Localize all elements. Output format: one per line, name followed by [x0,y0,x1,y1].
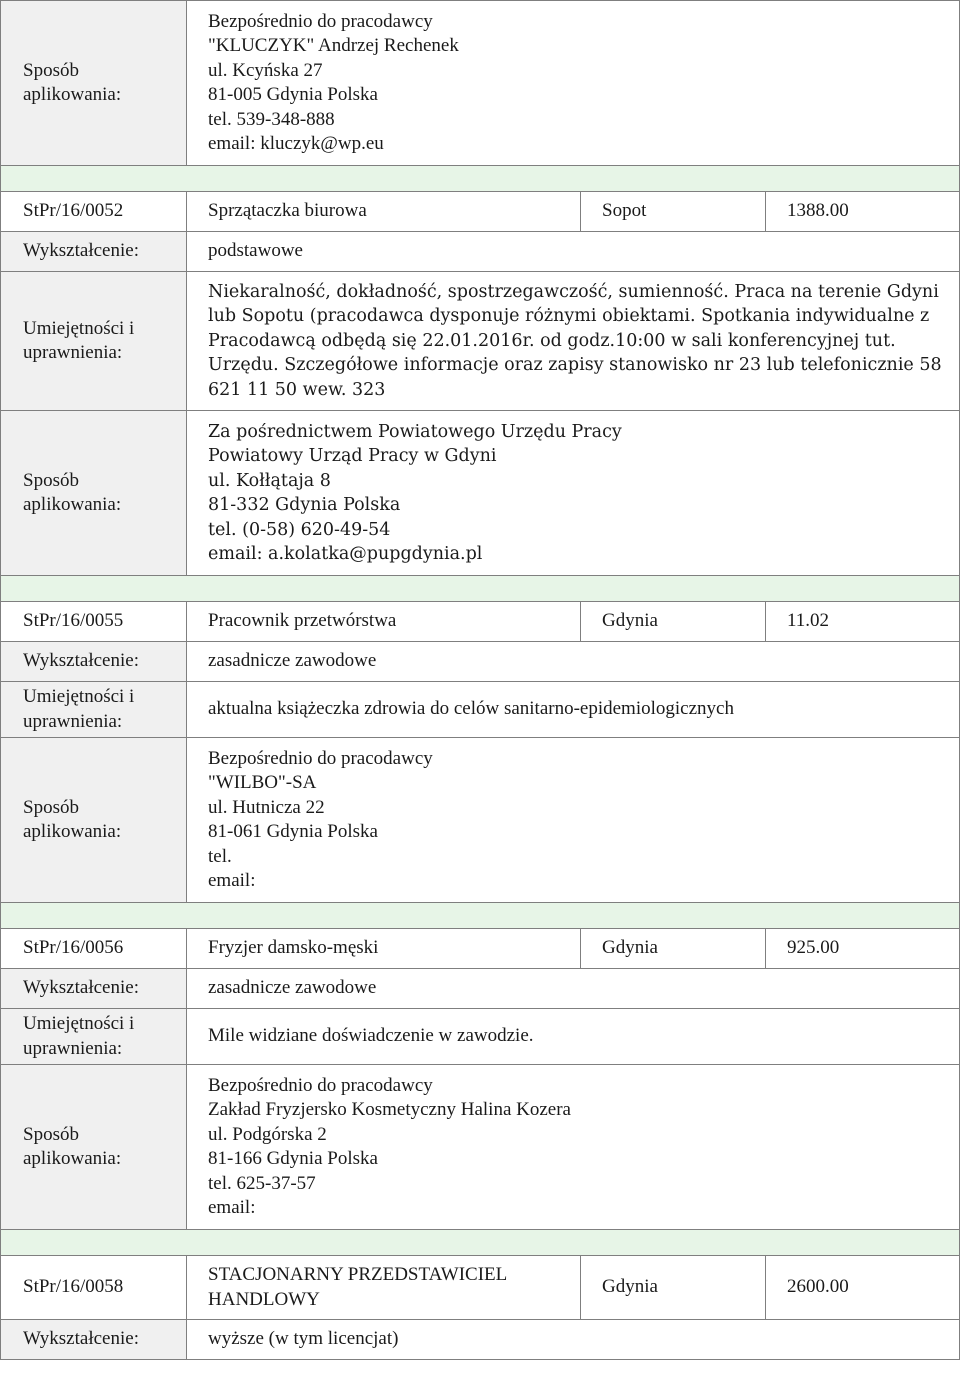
offer-header-row [1,929,960,969]
education-label: Wykształcenie: [1,969,187,1009]
apply-line: "KLUCZYK" Andrzej Rechenek [208,35,459,56]
education-label: Wykształcenie: [1,1320,187,1360]
separator-row [1,1230,960,1256]
skills-value: Mile widziane doświadczenie w zawodzie. [187,1009,960,1065]
offer-salary: 2600.00 [766,1256,960,1320]
apply-label: Sposób aplikowania: [1,1065,187,1230]
skills-row [1,272,960,411]
skills-value: Niekaralność, dokładność, spostrzegawczość, sumienność. Praca na terenie Gdyni lub Sopotu (pracodawca dysponuje różnymi obiektami. Spotkania indywidualne z Pracodawcą odbędą się 22.01.2016r. od godz.10:00 w sali konferencyjnej tut. Urzędu. Szczegółowe informacje oraz zapisy stanowisko nr 23 lub telefonicznie 58 621 11 50 wew. 323 [187,272,960,411]
offer-code: StPr/16/0056 [1,929,187,969]
apply-line: 81-005 Gdynia Polska [208,84,378,105]
skills-row [1,682,960,738]
offer-header-row [1,602,960,642]
apply-line: ul. Kcyńska 27 [208,59,323,81]
separator-row [1,903,960,929]
apply-row [1,411,960,576]
apply-label: Sposób aplikowania: [1,1,187,166]
offer-city: Gdynia [581,1256,766,1320]
apply-row [1,1,960,166]
education-row [1,232,960,272]
apply-email: email: [208,870,256,891]
apply-line: Bezpośrednio do pracodawcy [208,10,433,32]
apply-line: Zakład Fryzjersko Kosmetyczny Halina Kozera [208,1099,571,1120]
apply-line: ul. Podgórska 2 [208,1123,327,1145]
apply-line: tel. 625-37-57 [208,1172,316,1194]
offer-header-row [1,1256,960,1320]
offer-salary: 1388.00 [766,192,960,232]
apply-label: Sposób aplikowania: [1,738,187,903]
separator-row [1,576,960,602]
apply-row [1,1065,960,1230]
apply-line: Bezpośrednio do pracodawcy [208,1074,433,1096]
education-value: zasadnicze zawodowe [187,642,960,682]
apply-email: email: [208,1197,256,1218]
education-label: Wykształcenie: [1,642,187,682]
apply-line: 81-061 Gdynia Polska [208,821,378,842]
education-row [1,642,960,682]
apply-line: ul. Kołłątaja 8 [208,470,331,491]
apply-email: email: kluczyk@wp.eu [208,133,384,154]
apply-line: Za pośrednictwem Powiatowego Urzędu Pracy [208,421,622,442]
apply-line: ul. Hutnicza 22 [208,796,325,818]
education-row [1,1320,960,1360]
offer-salary: 925.00 [766,929,960,969]
apply-label: Sposób aplikowania: [1,411,187,576]
apply-line: tel. 539-348-888 [208,108,335,130]
apply-details [187,1065,960,1230]
apply-details [187,738,960,903]
skills-label: Umiejętności i uprawnienia: [1,682,187,738]
apply-details [187,1,960,166]
apply-line: 81-332 Gdynia Polska [208,495,401,515]
apply-line: "WILBO"-SA [208,772,317,793]
education-value: wyższe (w tym licencjat) [187,1320,960,1360]
apply-line: 81-166 Gdynia Polska [208,1148,378,1169]
offer-title: Sprzątaczka biurowa [187,192,581,232]
apply-line: Powiatowy Urząd Pracy w Gdyni [208,446,497,466]
offer-salary: 11.02 [766,602,960,642]
apply-row [1,738,960,903]
apply-line: tel. (0-58) 620-49-54 [208,519,391,540]
education-value: zasadnicze zawodowe [187,969,960,1009]
apply-details [187,411,960,576]
skills-value: aktualna książeczka zdrowia do celów sanitarno-epidemiologicznych [187,682,960,738]
apply-line: tel. [208,845,232,867]
offer-title: STACJONARNY PRZEDSTAWICIEL HANDLOWY [187,1256,581,1320]
offer-code: StPr/16/0055 [1,602,187,642]
offer-header-row [1,192,960,232]
offer-title: Fryzjer damsko-męski [187,929,581,969]
offer-city: Gdynia [581,929,766,969]
education-value: podstawowe [187,232,960,272]
offer-city: Gdynia [581,602,766,642]
apply-email: email: a.kolatka@pupgdynia.pl [208,544,483,564]
separator-row [1,166,960,192]
offer-code: StPr/16/0058 [1,1256,187,1320]
skills-row [1,1009,960,1065]
skills-label: Umiejętności i uprawnienia: [1,272,187,411]
education-label: Wykształcenie: [1,232,187,272]
apply-line: Bezpośrednio do pracodawcy [208,747,433,769]
skills-label: Umiejętności i uprawnienia: [1,1009,187,1065]
offer-title: Pracownik przetwórstwa [187,602,581,642]
education-row [1,969,960,1009]
offer-code: StPr/16/0052 [1,192,187,232]
offer-city: Sopot [581,192,766,232]
